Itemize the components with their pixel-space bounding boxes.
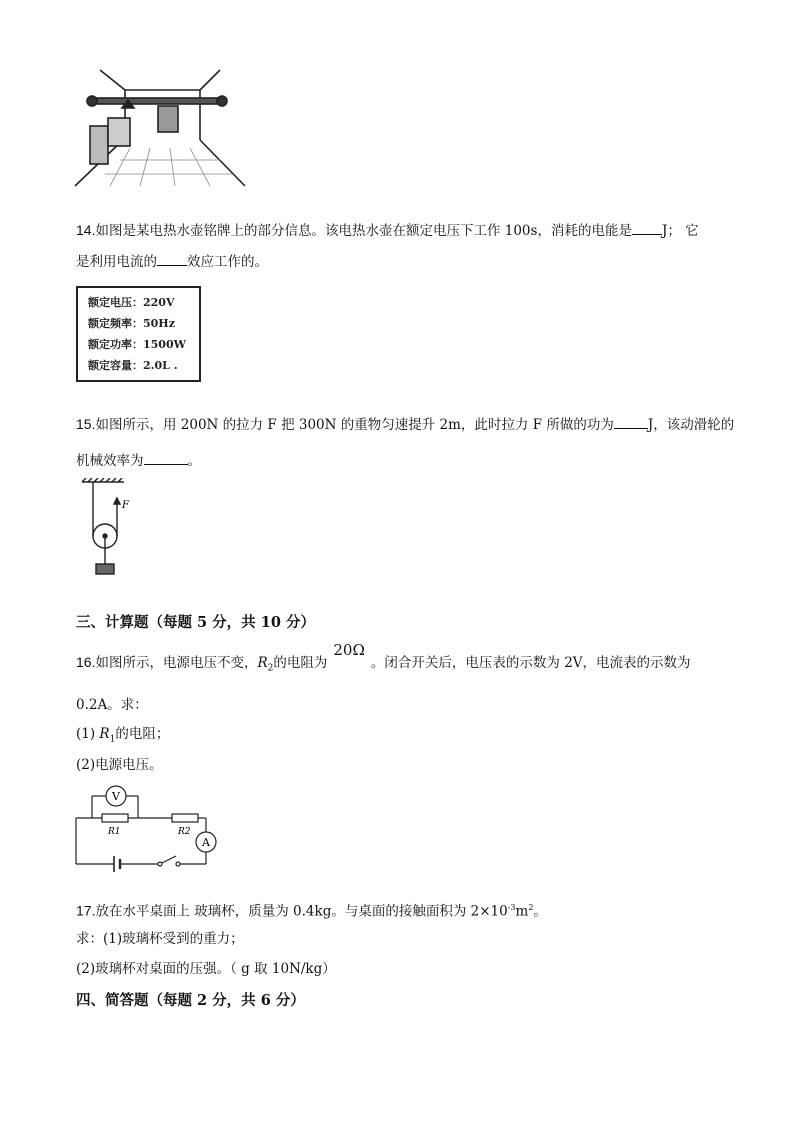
q17-unit-exponent: 2	[528, 903, 534, 912]
circuit-drawing	[72, 784, 224, 874]
q17-unit: m	[515, 903, 529, 920]
q14-line2	[76, 251, 268, 272]
section-4-heading: 四、简答题（每题 2 分，共 6 分）	[76, 992, 305, 1009]
q16-text-c: 。闭合开关后，电压表的示数为 2V，电流表的示数为	[370, 655, 691, 671]
q17-line2: 求：(1)玻璃杯受到的重力；	[76, 931, 244, 947]
q16-text-a: 如图所示，电源电压不变，	[95, 655, 258, 671]
q16-text-b: 的电阻为	[273, 655, 328, 671]
q15-blank-efficiency[interactable]	[144, 450, 188, 465]
r1-label: R1	[108, 827, 121, 837]
q15-line2-pre: 机械效率为	[76, 453, 144, 469]
q17-line1	[76, 898, 547, 922]
q14-line2-post: 效应工作的。	[187, 254, 268, 270]
q14-line1-end: J； 它	[661, 223, 699, 239]
room-figure-drawing	[70, 68, 250, 190]
q17-text: 放在水平桌面上 玻璃杯，质量为 0.4kg。与桌面的接触面积为 2×10	[95, 903, 508, 920]
q16-line1	[76, 641, 691, 679]
q15-line1	[76, 414, 734, 435]
nameplate-line: 额定频率：50Hz	[88, 317, 175, 330]
kettle-nameplate	[76, 286, 201, 382]
q16-R2-subscript: 2	[267, 663, 274, 674]
q14-blank-energy[interactable]	[632, 220, 662, 235]
q14-line2-pre: 是利用电流的	[76, 254, 157, 270]
q16-resistance-value: 20Ω	[333, 641, 365, 659]
nameplate-line: 额定功率：1500W	[88, 338, 186, 351]
q17-number: 17.	[76, 902, 96, 919]
q17-exponent: -3	[507, 903, 516, 912]
q16-sub1-pre: (1)	[76, 726, 100, 742]
q17-line3: (2)玻璃杯对桌面的压强。（ g 取 10N/kg）	[76, 961, 336, 977]
q15-blank-work[interactable]	[614, 414, 648, 429]
q17-line1-end: 。	[533, 903, 547, 920]
q14-blank-effect[interactable]	[157, 251, 187, 266]
q16-R2-symbol: R	[257, 655, 268, 671]
q15-number: 15.	[76, 416, 96, 432]
pulley-figure	[78, 478, 148, 582]
voltmeter-label: V	[112, 790, 120, 803]
q16-sub2: (2)电源电压。	[76, 757, 163, 773]
q15-text: 如图所示，用 200N 的拉力 F 把 300N 的重物匀速提升 2m，此时拉力 F 所做的功为	[95, 417, 614, 433]
q14-number: 14.	[76, 222, 96, 238]
q15-line2	[76, 450, 201, 471]
q16-R1-symbol: R	[99, 726, 110, 742]
q16-R1-subscript: 1	[109, 734, 116, 745]
nameplate-line: 额定电压：220V	[88, 296, 175, 309]
force-label-F: F	[122, 500, 129, 511]
pulley-figure-drawing	[78, 478, 148, 582]
ammeter-label: A	[202, 836, 210, 849]
q14-line1	[76, 220, 699, 241]
q14-text: 如图是某电热水壶铭牌上的部分信息。该电热水壶在额定电压下工作 100s，消耗的电能是	[95, 223, 632, 239]
q16-sub1	[76, 724, 169, 750]
q15-line2-post: 。	[187, 453, 201, 469]
q16-number: 16.	[76, 654, 96, 670]
nameplate-line: 额定容量：2.0L .	[88, 359, 178, 372]
section-3-heading: 三、计算题（每题 5 分，共 10 分）	[76, 614, 315, 631]
circuit-figure	[72, 784, 224, 874]
r2-label: R2	[178, 827, 191, 837]
q16-line2: 0.2A。求：	[76, 697, 148, 713]
q16-sub1-post: 的电阻；	[115, 726, 170, 742]
room-figure	[70, 68, 250, 190]
q15-line1-end: J，该动滑轮的	[647, 417, 735, 433]
